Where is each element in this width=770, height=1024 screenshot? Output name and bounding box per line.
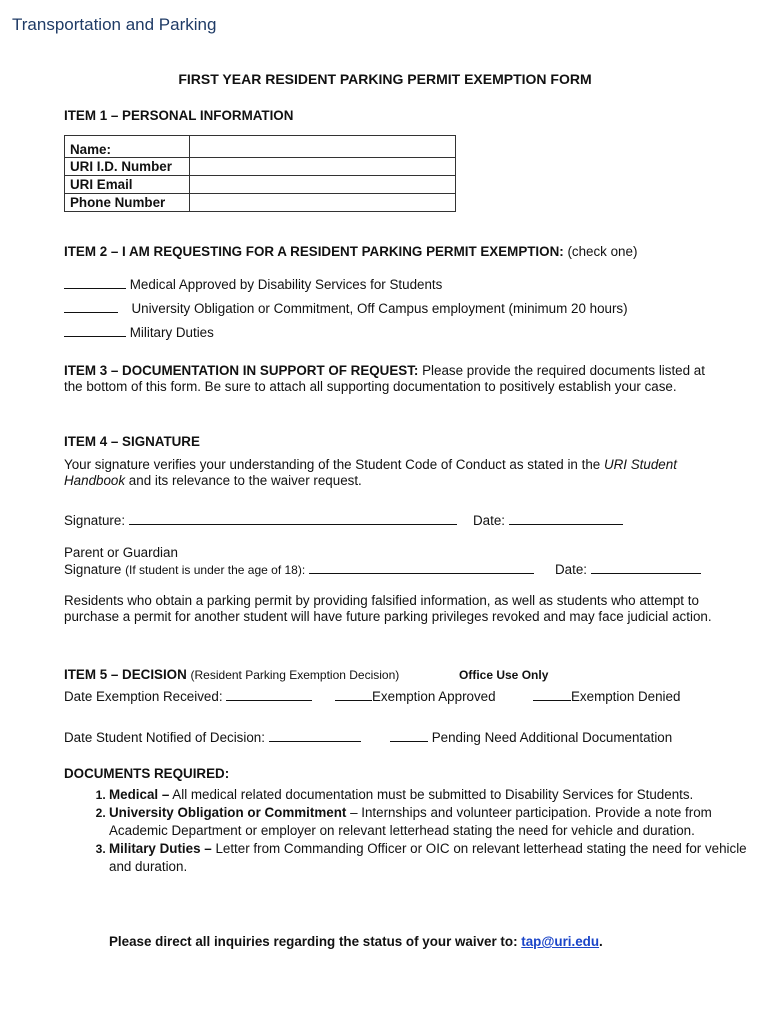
item2-heading-line — [64, 244, 637, 259]
item3-text: Please provide the required documents listed at the bottom of this form. Be sure to attach all supporting documentation to positively establish your case. — [64, 363, 705, 394]
list-item — [109, 786, 759, 804]
documents-list — [64, 786, 759, 876]
parent-signature-field[interactable] — [309, 561, 534, 574]
table-row — [65, 136, 456, 158]
parent-date — [555, 561, 701, 577]
signature-date — [473, 512, 623, 528]
option-military — [64, 324, 214, 340]
doc-text: All medical related documentation must be submitted to Disability Services for Students. — [172, 787, 694, 802]
page-header: Transportation and Parking — [12, 15, 217, 34]
item5-sub: (Resident Parking Exemption Decision) — [190, 668, 400, 682]
inquiry-text: Please direct all inquiries regarding the status of your waiver to: — [109, 934, 518, 949]
doc-title: Military Duties – — [109, 841, 212, 856]
medical-blank[interactable] — [64, 276, 126, 289]
obligation-blank[interactable] — [64, 300, 118, 313]
parent-signature-line — [64, 561, 534, 577]
item3-paragraph — [64, 363, 714, 395]
option-obligation-label: University Obligation or Commitment, Off Campus employment (minimum 20 hours) — [131, 301, 628, 316]
email-label: URI Email — [65, 176, 190, 194]
form-title: FIRST YEAR RESIDENT PARKING PERMIT EXEMPTION FORM — [178, 71, 592, 87]
table-row — [65, 158, 456, 176]
date-received-line — [64, 688, 312, 704]
parent-date-label: Date: — [555, 562, 588, 577]
item5-heading-line — [64, 667, 399, 682]
military-blank[interactable] — [64, 324, 126, 337]
denied-blank[interactable] — [533, 688, 571, 701]
item4-paragraph — [64, 457, 714, 489]
approved-line — [335, 688, 496, 704]
phone-label: Phone Number — [65, 194, 190, 212]
date-notified-label: Date Student Notified of Decision: — [64, 730, 265, 745]
id-field[interactable] — [190, 158, 456, 176]
email-link[interactable]: tap@uri.edu — [521, 934, 600, 949]
item2-heading: ITEM 2 – I AM REQUESTING FOR A RESIDENT PARKING PERMIT EXEMPTION: — [64, 244, 564, 259]
denied-line — [533, 688, 680, 704]
doc-title: Medical – — [109, 787, 170, 802]
denied-label: Exemption Denied — [571, 689, 681, 704]
table-row — [65, 194, 456, 212]
phone-field[interactable] — [190, 194, 456, 212]
item4-text-italic: URI Student Handbook — [64, 457, 677, 488]
option-medical — [64, 276, 442, 292]
parent-sig-label: Signature — [64, 562, 122, 577]
pending-label: Pending Need Additional Documentation — [431, 730, 673, 745]
name-label: Name: — [65, 136, 190, 158]
parent-label: Parent or Guardian — [64, 545, 178, 560]
parent-sig-note: (If student is under the age of 18): — [125, 563, 306, 577]
approved-label: Exemption Approved — [372, 689, 496, 704]
personal-info-table — [64, 135, 456, 212]
pending-blank[interactable] — [390, 729, 428, 742]
doc-text: – Internships and volunteer participation. Provide a note from Academic Department or employer on relevant letterhead stating the need for vehicle and duration. — [109, 805, 712, 838]
date-notified-line — [64, 729, 361, 745]
inquiry-period: . — [599, 934, 603, 949]
item3-heading: ITEM 3 – DOCUMENTATION IN SUPPORT OF REQUEST: — [64, 363, 419, 378]
option-obligation — [64, 300, 628, 316]
item2-note: (check one) — [567, 244, 638, 259]
signature-label: Signature: — [64, 513, 126, 528]
date-field[interactable] — [509, 512, 623, 525]
date-received-field[interactable] — [226, 688, 312, 701]
list-item — [109, 840, 759, 876]
option-military-label: Military Duties — [129, 325, 214, 340]
item5-heading: ITEM 5 – DECISION — [64, 667, 187, 682]
date-notified-field[interactable] — [269, 729, 361, 742]
doc-text: Letter from Commanding Officer or OIC on relevant letterhead stating the need for vehicle and duration. — [109, 841, 747, 874]
approved-blank[interactable] — [335, 688, 372, 701]
parent-date-field[interactable] — [591, 561, 701, 574]
signature-field[interactable] — [129, 512, 457, 525]
documents-heading: DOCUMENTS REQUIRED: — [64, 766, 230, 781]
name-field[interactable] — [190, 136, 456, 158]
warning-text: Residents who obtain a parking permit by providing falsified information, as well as students who attempt to purchase a permit for another student will have future parking privileges revoked and may face judicial action. — [64, 593, 712, 624]
date-label: Date: — [473, 513, 506, 528]
doc-title: University Obligation or Commitment — [109, 805, 347, 820]
table-row — [65, 176, 456, 194]
item1-heading: ITEM 1 – PERSONAL INFORMATION — [64, 108, 294, 123]
office-use-label: Office Use Only — [459, 668, 549, 682]
signature-line — [64, 512, 457, 528]
item4-text-before: Your signature verifies your understanding of the Student Code of Conduct as stated in the — [64, 457, 601, 472]
option-medical-label: Medical Approved by Disability Services for Students — [129, 277, 443, 292]
email-field[interactable] — [190, 176, 456, 194]
inquiry-line — [109, 934, 603, 949]
date-received-label: Date Exemption Received: — [64, 689, 223, 704]
list-item — [109, 804, 759, 840]
id-label: URI I.D. Number — [65, 158, 190, 176]
pending-line — [390, 729, 672, 745]
item4-text-after: and its relevance to the waiver request. — [128, 473, 362, 488]
item4-heading: ITEM 4 – SIGNATURE — [64, 434, 200, 449]
